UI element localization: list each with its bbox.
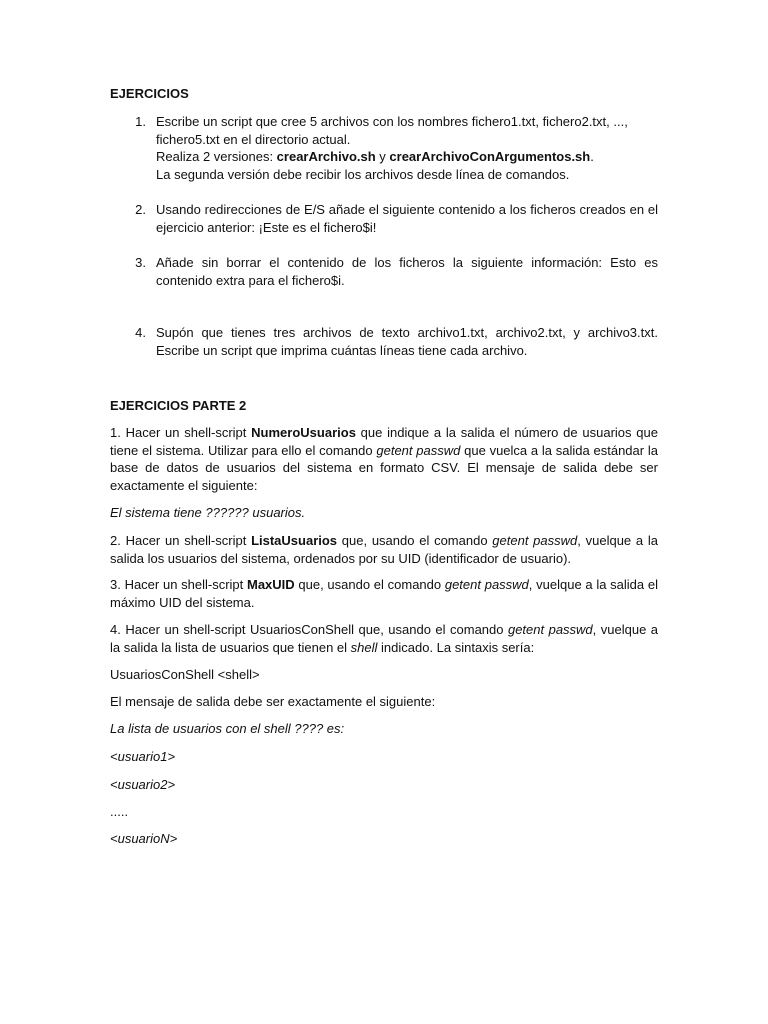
- script-name-lista-usuarios: ListaUsuarios: [251, 533, 338, 548]
- syntax-line: UsuariosConShell <shell>: [110, 667, 260, 682]
- usuario-n: <usuarioN>: [110, 831, 178, 846]
- exercise-2-number: 2.: [135, 202, 146, 217]
- script-name-numero-usuarios: NumeroUsuarios: [251, 425, 356, 440]
- part2-exercise-4: 4. Hacer un shell-script UsuariosConShell que, usando el comando getent passwd, vuelque a la salida la lista de usuarios que tienen el shell indicado. La sintaxis sería:: [110, 622, 658, 655]
- message-intro: El mensaje de salida debe ser exactamente el siguiente:: [110, 694, 436, 709]
- exercise-1: [156, 113, 658, 183]
- exercise-3-number: 3.: [135, 255, 146, 270]
- script-name-max-uid: MaxUID: [247, 577, 295, 592]
- part2-exercise-1: 1. Hacer un shell-script NumeroUsuarios que indique a la salida el número de usuarios que tiene el sistema. Utilizar para ello el comando getent passwd que vuelca a la salida estándar la base de datos de usuarios del sistema en formato CSV. El mensaje de salida debe ser exactamente el siguiente:: [110, 425, 658, 493]
- exercise-3: Añade sin borrar el contenido de los ficheros la siguiente información: Esto es contenido extra para el fichero$i.: [156, 255, 658, 288]
- ellipsis-dots: .....: [110, 804, 129, 819]
- exercise-1-number: 1.: [135, 114, 146, 129]
- exercise-1-line3: Realiza 2 versiones: crearArchivo.sh y crearArchivoConArgumentos.sh.: [156, 149, 594, 164]
- shell-term: shell: [350, 639, 378, 655]
- exercise-2: Usando redirecciones de E/S añade el siguiente contenido a los ficheros creados en el ejercicio anterior: ¡Este es el fichero$i!: [156, 202, 658, 235]
- part2-exercise-3: 3. Hacer un shell-script MaxUID que, usando el comando getent passwd, vuelque a la salida el máximo UID del sistema.: [110, 577, 658, 610]
- command-getent-passwd: getent passwd: [376, 442, 461, 458]
- message-line: La lista de usuarios con el shell ???? es:: [110, 721, 345, 736]
- command-getent-passwd: getent passwd: [492, 533, 578, 548]
- exercise-1-line2: fichero5.txt en el directorio actual.: [156, 131, 351, 147]
- heading-ejercicios: EJERCICIOS: [110, 86, 189, 101]
- command-getent-passwd: getent passwd: [507, 622, 593, 637]
- part2-exercise-1-message: El sistema tiene ?????? usuarios.: [110, 505, 306, 520]
- exercise-1-line4: La segunda versión debe recibir los archivos desde línea de comandos.: [156, 166, 570, 182]
- usuario-1: <usuario1>: [110, 749, 176, 764]
- script-name-crear-archivo: crearArchivo.sh: [276, 149, 376, 164]
- command-getent-passwd: getent passwd: [444, 577, 529, 592]
- exercise-4: Supón que tienes tres archivos de texto archivo1.txt, archivo2.txt, y archivo3.txt. Escribe un script que imprima cuántas líneas tiene cada archivo.: [156, 325, 658, 358]
- usuario-2: <usuario2>: [110, 777, 176, 792]
- script-name-crear-archivo-args: crearArchivoConArgumentos.sh: [389, 149, 591, 164]
- exercise-4-number: 4.: [135, 325, 146, 340]
- heading-ejercicios-parte-2: EJERCICIOS PARTE 2: [110, 398, 247, 413]
- part2-exercise-2: 2. Hacer un shell-script ListaUsuarios que, usando el comando getent passwd, vuelque a la salida los usuarios del sistema, ordenados por su UID (identificador de usuario).: [110, 533, 658, 566]
- exercise-1-line1: Escribe un script que cree 5 archivos con los nombres fichero1.txt, fichero2.txt, ...,: [156, 114, 628, 129]
